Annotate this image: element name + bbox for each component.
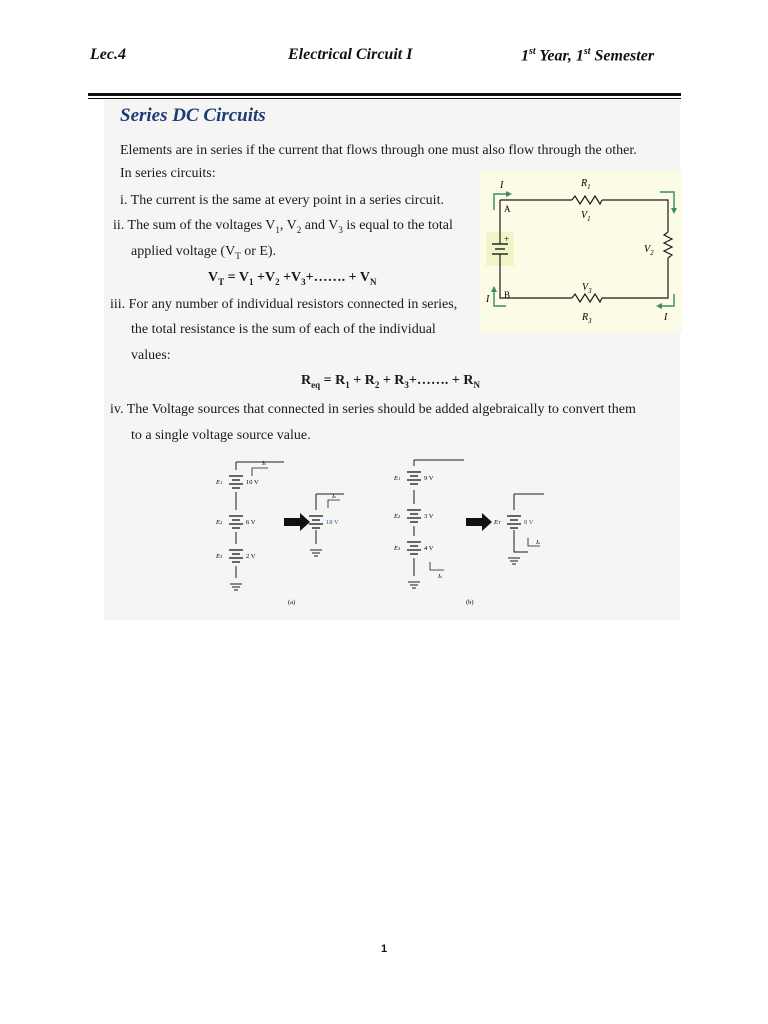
current-a-label: Is [262,460,266,467]
result-b-label: ET [494,519,501,526]
node-a-label: A [504,204,511,214]
current-b-label: Is [438,573,442,580]
page-header [0,46,768,70]
ground-icon [310,550,322,556]
r3-label: $R_3$ [582,312,592,325]
current-arrow-result-a [328,500,340,508]
series-circuit-diagram [480,170,682,332]
intro-text: Elements are in series if the current that flows through one must also flow through the other. [120,143,637,158]
source-a3-label: E3 [216,553,223,560]
current-label-top: I [500,180,504,191]
stack-b-wires [414,460,464,576]
item-ii-line1: ii. The sum of the voltages $V_1$, $V_2$ and $V_3$ is equal to the total [113,218,453,235]
source-b3-value: 4 V [424,545,434,552]
v2-label: $V_2$ [644,244,654,257]
lecture-number: Lec.4 [90,46,126,63]
ground-icon [408,582,420,588]
item-ii-line2: applied voltage ($V_T$ or E). [131,244,277,261]
current-label-left: I [486,294,490,305]
source-b1-value: 9 V [424,475,434,482]
node-b-label: B [504,290,511,300]
source-b3-label: E3 [394,545,401,552]
stack-a-wires [236,462,284,578]
item-iii-line3: values: [131,348,171,363]
result-a-label: ET [296,519,303,526]
total-voltage-equation: $V_T = V_1 +V_2$ $+V_3+\dots\dots$. + $V_N$ [208,270,377,287]
item-iii-line1: iii. For any number of individual resistors connected in series, [110,297,458,312]
item-iv-line2: to a single voltage source value. [131,428,311,443]
source-a2-label: E2 [216,519,223,526]
item-iii-line2: the total resistance is the sum of each of the individual [131,322,436,337]
course-title: Electrical Circuit I [288,46,413,63]
source-b2-label: E2 [394,513,401,520]
r1-label: $R_1$ [581,178,591,191]
lead-text: In series circuits: [120,166,216,181]
page-number: 1 [380,943,388,955]
caption-a: (a) [288,599,296,606]
ground-icon [508,558,520,564]
arrow-right-icon [466,513,492,531]
source-a2-value: 6 V [246,519,256,526]
v3-label: $V_3$ [582,282,592,295]
header-rule-thick [88,93,681,96]
current-arrow-b [430,562,444,570]
item-i: i. The current is the same at every point in a series circuit. [120,193,444,208]
caption-b: (b) [466,599,474,606]
result-a-value: 18 V [326,519,339,526]
item-iv-line1: iv. The Voltage sources that connected in series should be added algebraically to convert them [110,402,636,417]
header-rule-thin [88,98,681,99]
current-result-a-label: Is [332,493,336,500]
result-b-value: 8 V [524,519,534,526]
current-label-bottom: I [664,312,668,323]
source-a1-value: 10 V [246,479,259,486]
current-arrow-a [252,468,268,476]
source-b1-label: E1 [394,475,401,482]
v1-label: $V_1$ [581,210,591,223]
current-result-b-label: Is [536,539,540,546]
section-title: Series DC Circuits [120,105,266,126]
source-a3-value: 2 V [246,553,256,560]
series-sources-diagram [204,452,564,612]
ground-icon [230,584,242,590]
source-b2-value: 3 V [424,513,434,520]
year-semester: 1st Year, 1st Semester [521,46,655,65]
source-a1-label: E1 [216,479,223,486]
battery-plus: + [504,234,510,244]
total-resistance-equation: $R_{eq} = R_1 + R_2$ + $R_3+\dots\dots$. + $R_N$ [301,373,480,390]
